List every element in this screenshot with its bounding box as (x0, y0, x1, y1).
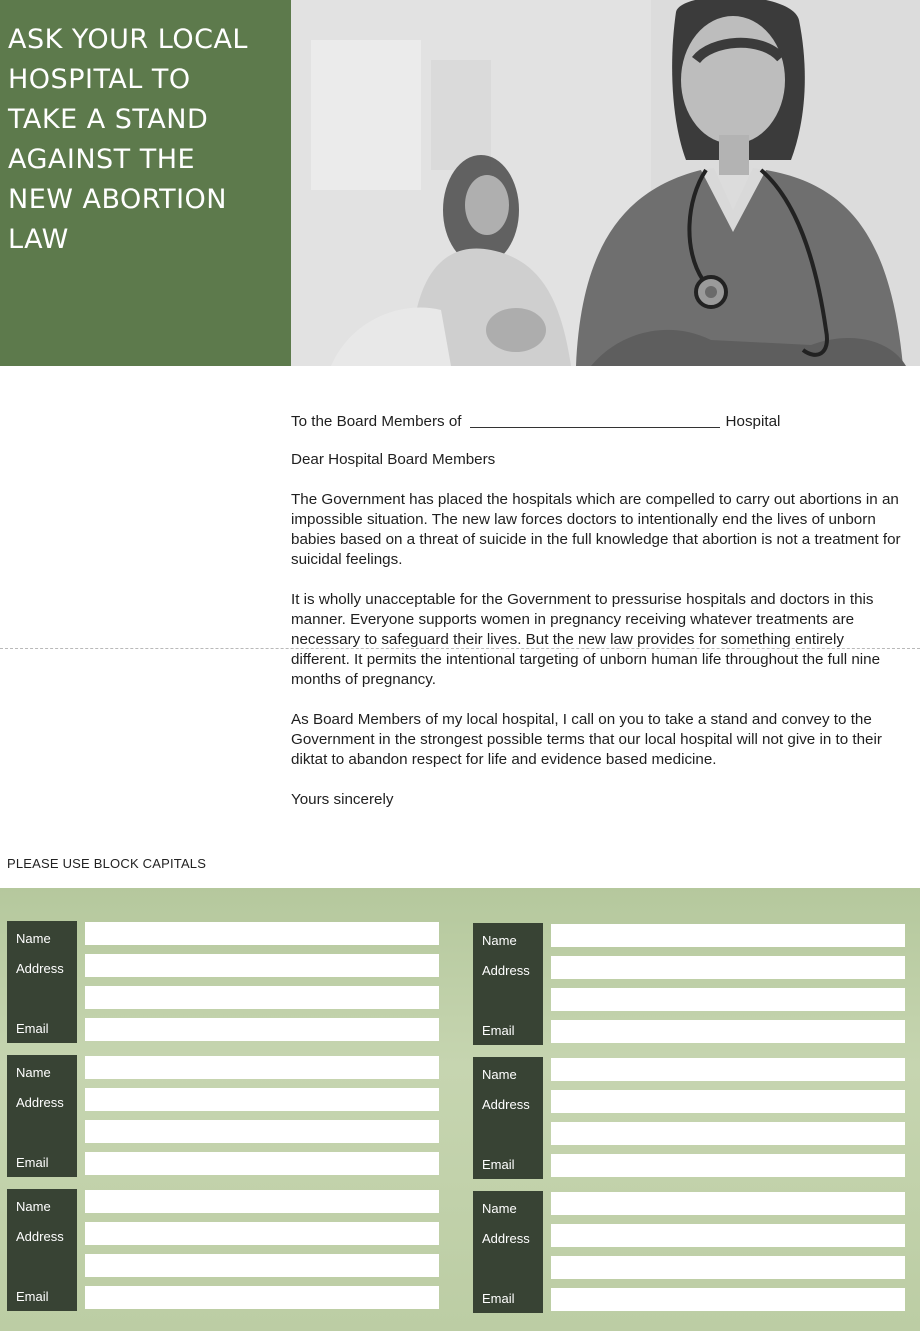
address-label: Address (16, 1095, 64, 1110)
letter (291, 412, 901, 830)
email-label: Email (16, 1021, 49, 1036)
email-field[interactable] (85, 1018, 439, 1041)
email-field[interactable] (551, 1154, 905, 1177)
addressee-line (291, 412, 901, 432)
name-field[interactable] (85, 1190, 439, 1213)
name-label: Name (482, 1067, 517, 1082)
address-label: Address (16, 1229, 64, 1244)
address-label: Address (482, 1097, 530, 1112)
address-field-line-1[interactable] (551, 956, 905, 979)
name-field[interactable] (85, 922, 439, 945)
letter-paragraph-2: It is wholly unacceptable for the Government to pressurise hospitals and doctors in this manner. Everyone supports women in pregnancy receiving whatever treatments are necessary to safeguard their lives. But the new law provides for something entirely different. It permits the intentional targeting of unborn human life throughout the full nine months of pregnancy. (291, 591, 881, 688)
address-field-line-2[interactable] (85, 986, 439, 1009)
nurse-photo-illustration (291, 0, 920, 366)
signature-entry (7, 921, 443, 1043)
name-field[interactable] (551, 1192, 905, 1215)
name-field[interactable] (551, 924, 905, 947)
email-label: Email (482, 1291, 515, 1306)
address-field-line-1[interactable] (551, 1090, 905, 1113)
entry-label-column (473, 1191, 543, 1313)
email-label: Email (16, 1155, 49, 1170)
entry-label-column (473, 1057, 543, 1179)
headline-panel (0, 0, 291, 366)
email-label: Email (16, 1289, 49, 1304)
email-field[interactable] (551, 1288, 905, 1311)
name-label: Name (482, 1201, 517, 1216)
name-label: Name (482, 933, 517, 948)
signature-entry (473, 1057, 909, 1179)
hospital-name-blank[interactable] (470, 413, 720, 428)
header-banner (0, 0, 920, 366)
entry-label-column (473, 923, 543, 1045)
signature-form (0, 888, 920, 1331)
nurse-photo (291, 0, 920, 366)
entry-label-column (7, 1189, 77, 1311)
email-label: Email (482, 1023, 515, 1038)
letter-paragraph-1: The Government has placed the hospitals which are compelled to carry out abortions in an impossible situation. The new law forces doctors to intentionally end the lives of unborn babies based on a threat of suicide in the full knowledge that abortion is not a treatment for suicidal feelings. (291, 491, 901, 568)
addressee-suffix: Hospital (725, 413, 781, 430)
letter-closing: Yours sincerely (291, 791, 394, 808)
name-label: Name (16, 1065, 51, 1080)
address-label: Address (482, 1231, 530, 1246)
email-field[interactable] (85, 1286, 439, 1309)
address-field-line-1[interactable] (85, 1222, 439, 1245)
address-field-line-1[interactable] (85, 1088, 439, 1111)
fold-line (0, 648, 920, 649)
entry-label-column (7, 1055, 77, 1177)
addressee-prefix: To the Board Members of (291, 413, 462, 430)
block-capitals-instruction: PLEASE USE BLOCK CAPITALS (7, 856, 207, 871)
email-label: Email (482, 1157, 515, 1172)
name-label: Name (16, 931, 51, 946)
email-field[interactable] (551, 1020, 905, 1043)
address-field-line-2[interactable] (551, 1256, 905, 1279)
signature-entry (473, 923, 909, 1045)
address-label: Address (482, 963, 530, 978)
salutation: Dear Hospital Board Members (291, 451, 496, 468)
name-field[interactable] (85, 1056, 439, 1079)
email-field[interactable] (85, 1152, 439, 1175)
signature-entry (7, 1189, 443, 1311)
address-field-line-2[interactable] (551, 988, 905, 1011)
entry-label-column (7, 921, 77, 1043)
signature-entry (473, 1191, 909, 1313)
headline: ASK YOUR LOCAL HOSPITAL TO TAKE A STAND AGAINST THE NEW ABORTION LAW (8, 24, 248, 255)
address-field-line-2[interactable] (85, 1254, 439, 1277)
name-label: Name (16, 1199, 51, 1214)
address-label: Address (16, 961, 64, 976)
name-field[interactable] (551, 1058, 905, 1081)
letter-paragraph-3: As Board Members of my local hospital, I call on you to take a stand and convey to the Government in the strongest possible terms that our local hospital will not give in to their diktat to abandon respect for life and evidence based medicine. (291, 711, 882, 768)
address-field-line-1[interactable] (85, 954, 439, 977)
signature-entry (7, 1055, 443, 1177)
address-field-line-2[interactable] (551, 1122, 905, 1145)
address-field-line-1[interactable] (551, 1224, 905, 1247)
address-field-line-2[interactable] (85, 1120, 439, 1143)
